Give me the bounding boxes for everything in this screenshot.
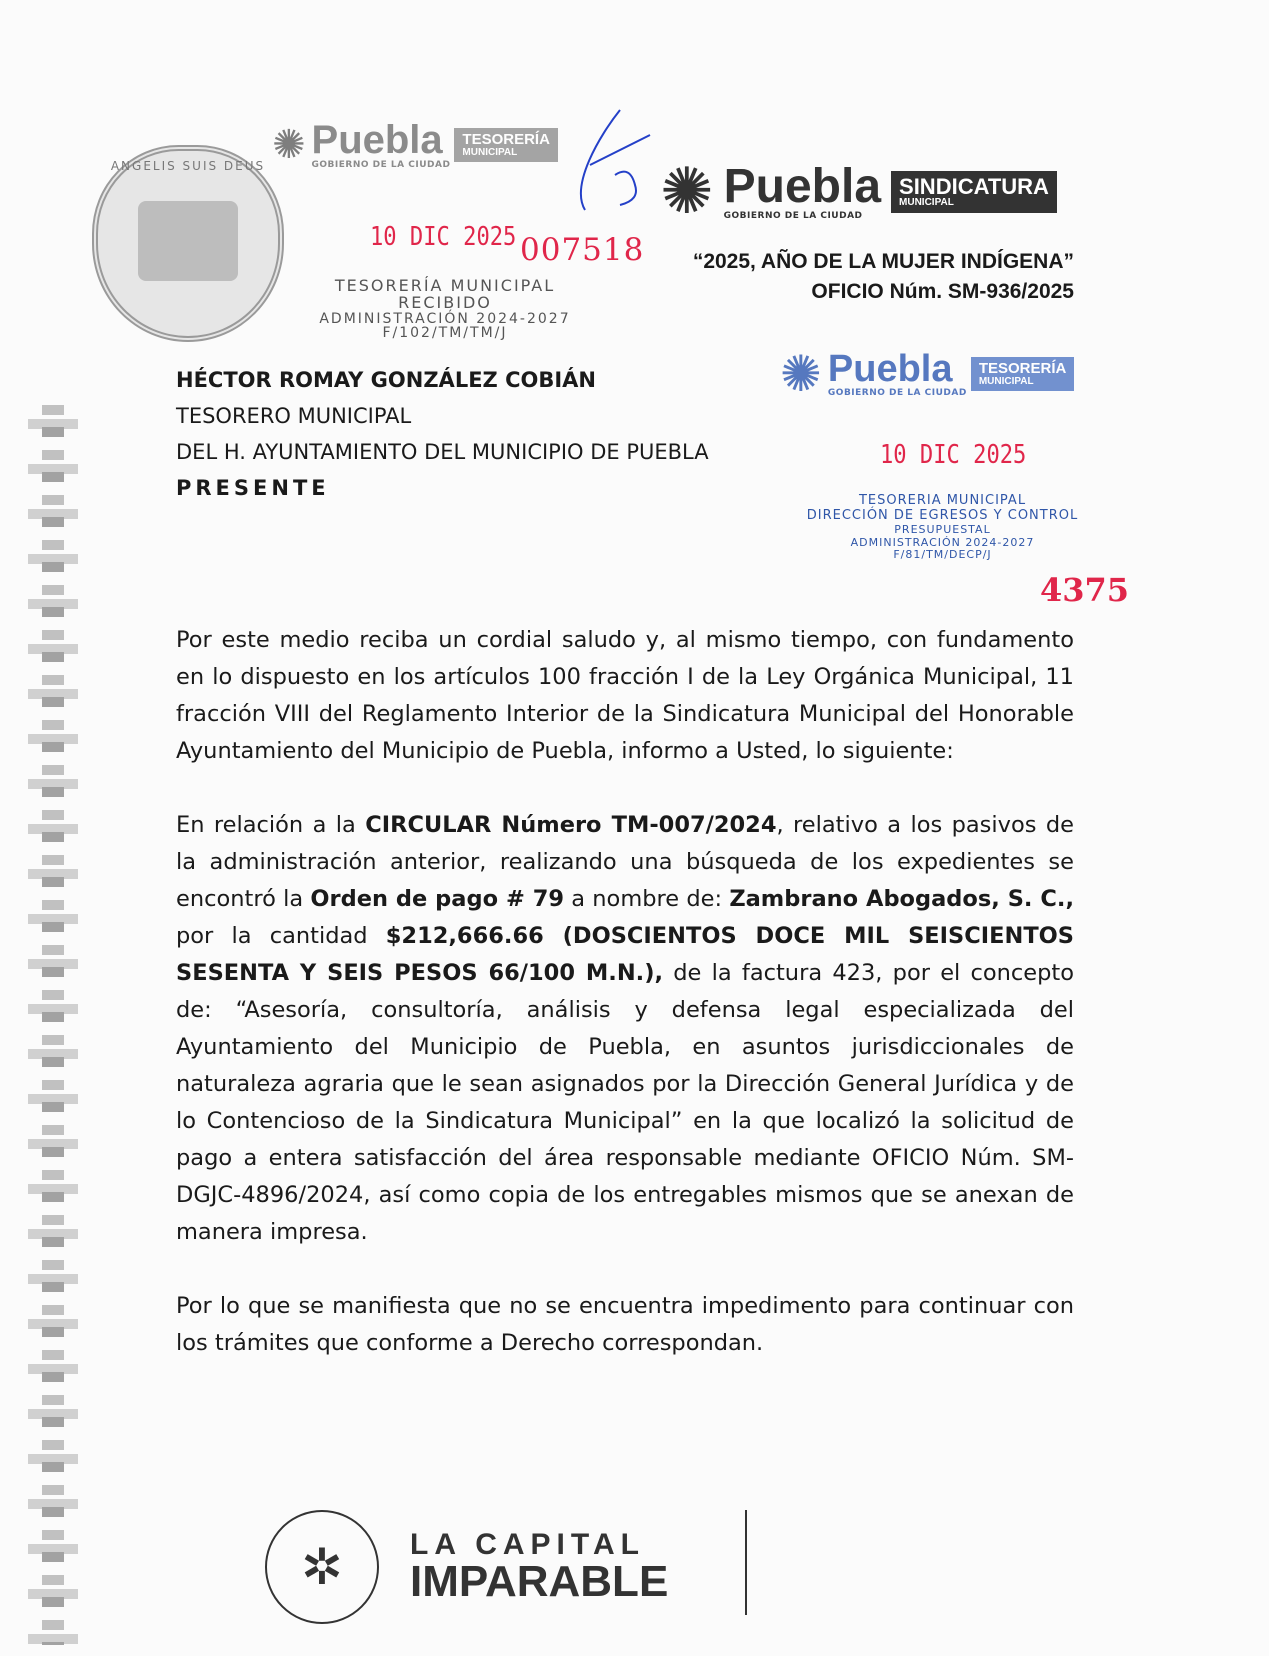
puebla-emblem-icon: ✺ xyxy=(272,122,306,168)
logo-dept xyxy=(891,171,1057,213)
tesoreria-logo-stamp xyxy=(272,120,558,170)
puebla-emblem-icon: ✺ xyxy=(780,345,822,403)
received-stamp xyxy=(300,278,590,341)
sindicatura-logo xyxy=(660,155,1057,229)
circular-number: CIRCULAR Número TM-007/2024 xyxy=(365,812,777,838)
logo-dept xyxy=(971,357,1075,391)
addressee-position: TESORERO MUNICIPAL xyxy=(176,404,412,428)
equality-norm-seal xyxy=(265,1510,379,1624)
amount: $212,666.66 (DOSCIENTOS DOCE MIL SEISCIENTOS SESENTA Y SEIS PESOS 66/100 M.N.), xyxy=(176,923,1075,986)
dept-name: TESORERÍA xyxy=(462,130,550,148)
dept-municipal: MUNICIPAL xyxy=(978,375,1034,387)
payment-order: Orden de pago # 79 xyxy=(310,886,565,912)
paragraph-conclusion: Por lo que se manifiesta que no se encuentra impedimento para continuar con los trámites que conforme a Derecho correspondan. xyxy=(176,1293,1074,1356)
paragraph-details xyxy=(176,807,1074,1251)
text: por la cantidad xyxy=(176,923,386,949)
dept-municipal: MUNICIPAL xyxy=(462,146,518,158)
presente: PRESENTE xyxy=(176,476,330,500)
dept-name: TESORERÍA xyxy=(978,359,1067,377)
municipal-seal xyxy=(92,145,284,342)
text: En relación a la xyxy=(176,812,366,838)
stamp-line: F/81/TM/DECP/J xyxy=(893,548,992,562)
received-folio: 007518 xyxy=(520,232,645,268)
slogan-bottom: IMPARABLE xyxy=(410,1557,669,1606)
payee-name: Zambrano Abogados, S. C., xyxy=(729,886,1075,912)
logo-wordmark: Puebla xyxy=(827,348,953,390)
seal-text: ANGELIS SUIS DEUS xyxy=(110,159,266,173)
dept-municipal: MUNICIPAL xyxy=(899,197,954,209)
stamp-line: RECIBIDO xyxy=(398,292,492,312)
decorative-left-border xyxy=(28,405,78,1645)
dept-name: SINDICATURA xyxy=(899,174,1049,200)
logo-subtitle: GOBIERNO DE LA CIUDAD xyxy=(311,160,451,170)
logo-subtitle: GOBIERNO DE LA CIUDAD xyxy=(827,388,967,398)
text: , relativo a los pasivos de la administración anterior, realizando una búsqueda de los expedientes se encontró la xyxy=(176,812,1074,912)
stamp-line: ADMINISTRACIÓN 2024-2027 xyxy=(850,535,1035,549)
footer-divider xyxy=(745,1510,747,1615)
text: a nombre de: xyxy=(564,886,730,912)
text: de la factura 423, por el concepto de: “Asesoría, consultoría, análisis y defensa legal especializada del Ayuntamiento del Municipio de Puebla, en asuntos jurisdiccionales de naturaleza agraria que le sean asignados por la Dirección General Jurídica y de lo Contencioso de la Sindicatura Municipal” en la que localizó la solicitud de pago a entera satisfacción del área responsable mediante OFICIO Núm. SM-DGJC-4896/2024, así como copia de los entregables mismos que se anexan de manera impresa. xyxy=(176,960,1074,1245)
hexagon-people-icon: ✲ xyxy=(301,1538,343,1596)
oficio-number: OFICIO Núm. SM-936/2025 xyxy=(811,280,1074,303)
received-date-stamp: 10 DIC 2025 xyxy=(370,222,517,252)
seal-building-image xyxy=(138,201,238,281)
handwritten-signature xyxy=(560,105,660,220)
addressee-institution: DEL H. AYUNTAMIENTO DEL MUNICIPIO DE PUEBLA xyxy=(176,440,709,464)
egresos-stamp xyxy=(800,494,1085,562)
puebla-emblem-icon: ✺ xyxy=(660,155,714,229)
slogan-top: LA CAPITAL xyxy=(410,1528,645,1561)
year-motto: “2025, AÑO DE LA MUJER INDÍGENA” xyxy=(692,250,1074,273)
stamp-line: TESORERIA MUNICIPAL xyxy=(858,493,1027,508)
letter-body xyxy=(176,622,1074,1399)
la-capital-imparable-logo xyxy=(410,1530,668,1604)
logo-wordmark: Puebla xyxy=(311,118,443,162)
stamp-line: PRESUPUESTAL xyxy=(894,522,991,536)
stamp-line: DIRECCIÓN DE EGRESOS Y CONTROL xyxy=(806,507,1079,523)
egresos-folio: 4375 xyxy=(1040,571,1130,609)
addressee-block xyxy=(176,362,709,506)
addressee-name: HÉCTOR ROMAY GONZÁLEZ COBIÁN xyxy=(176,368,596,392)
stamp-line: ADMINISTRACIÓN 2024-2027 xyxy=(319,310,571,327)
stamp-line: F/102/TM/TM/J xyxy=(382,325,508,342)
logo-dept xyxy=(454,128,558,162)
egresos-date-stamp: 10 DIC 2025 xyxy=(880,440,1027,470)
tesoreria-logo-blue-stamp xyxy=(780,345,1074,403)
stamp-line: TESORERÍA MUNICIPAL xyxy=(334,276,556,295)
logo-wordmark: Puebla xyxy=(723,160,882,213)
logo-subtitle: GOBIERNO DE LA CIUDAD xyxy=(723,211,863,221)
paragraph-intro: Por este medio reciba un cordial saludo y, al mismo tiempo, con fundamento en lo dispuesto en los artículos 100 fracción I de la Ley Orgánica Municipal, 11 fracción VIII del Reglamento Interior de la Sindicatura Municipal del Honorable Ayuntamiento del Municipio de Puebla, informo a Usted, lo siguiente: xyxy=(176,627,1074,764)
